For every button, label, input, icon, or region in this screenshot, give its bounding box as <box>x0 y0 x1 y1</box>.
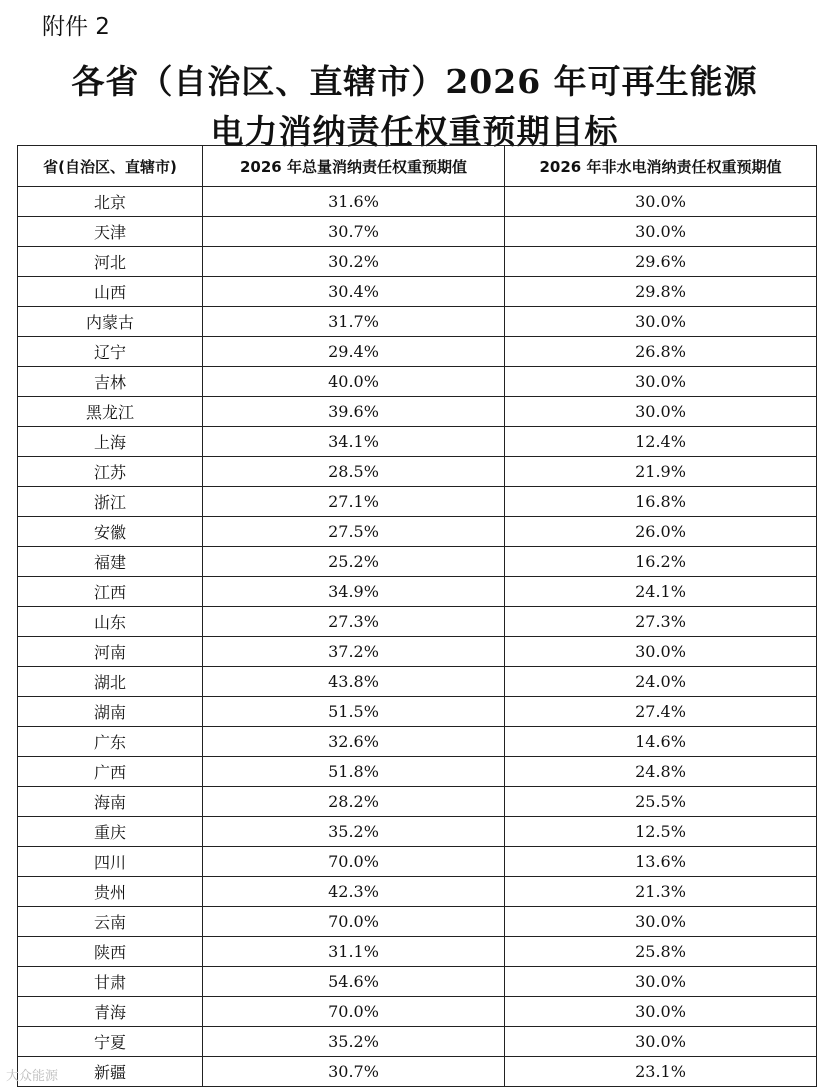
province-cell: 广东 <box>18 727 203 757</box>
total-weight-cell: 42.3% <box>203 877 505 907</box>
table-header-row <box>18 146 817 187</box>
table-row <box>18 757 817 787</box>
province-cell: 海南 <box>18 787 203 817</box>
table-row <box>18 847 817 877</box>
total-weight-cell: 31.6% <box>203 187 505 217</box>
non-hydro-weight-cell: 23.1% <box>505 1057 817 1087</box>
total-weight-cell: 35.2% <box>203 817 505 847</box>
table-row <box>18 337 817 367</box>
table-row <box>18 667 817 697</box>
province-cell: 甘肃 <box>18 967 203 997</box>
total-weight-cell: 51.5% <box>203 697 505 727</box>
non-hydro-weight-cell: 30.0% <box>505 367 817 397</box>
quota-table <box>17 145 817 1087</box>
total-weight-cell: 43.8% <box>203 667 505 697</box>
table-row <box>18 727 817 757</box>
total-weight-cell: 51.8% <box>203 757 505 787</box>
document-title-line-2: 电力消纳责任权重预期目标 <box>210 112 619 151</box>
column-header-non-hydro-weight: 2026 年非水电消纳责任权重预期值 <box>505 146 817 187</box>
total-weight-cell: 31.1% <box>203 937 505 967</box>
attachment-label: 附件 2 <box>42 14 110 40</box>
non-hydro-weight-cell: 12.4% <box>505 427 817 457</box>
non-hydro-weight-cell: 30.0% <box>505 997 817 1027</box>
document-title-line-1: 各省（自治区、直辖市）2026 年可再生能源 <box>71 62 758 101</box>
table-row <box>18 967 817 997</box>
non-hydro-weight-cell: 16.2% <box>505 547 817 577</box>
non-hydro-weight-cell: 30.0% <box>505 217 817 247</box>
province-cell: 湖南 <box>18 697 203 727</box>
non-hydro-weight-cell: 24.0% <box>505 667 817 697</box>
column-header-province: 省(自治区、直辖市) <box>18 146 203 187</box>
table-row <box>18 997 817 1027</box>
table-row <box>18 577 817 607</box>
table-row <box>18 637 817 667</box>
province-cell: 北京 <box>18 187 203 217</box>
province-cell: 吉林 <box>18 367 203 397</box>
non-hydro-weight-cell: 26.0% <box>505 517 817 547</box>
province-cell: 上海 <box>18 427 203 457</box>
province-cell: 辽宁 <box>18 337 203 367</box>
total-weight-cell: 30.7% <box>203 217 505 247</box>
total-weight-cell: 31.7% <box>203 307 505 337</box>
table-row <box>18 1057 817 1087</box>
province-cell: 山东 <box>18 607 203 637</box>
total-weight-cell: 70.0% <box>203 997 505 1027</box>
non-hydro-weight-cell: 14.6% <box>505 727 817 757</box>
non-hydro-weight-cell: 30.0% <box>505 967 817 997</box>
total-weight-cell: 35.2% <box>203 1027 505 1057</box>
table-row <box>18 817 817 847</box>
non-hydro-weight-cell: 30.0% <box>505 307 817 337</box>
non-hydro-weight-cell: 27.3% <box>505 607 817 637</box>
total-weight-cell: 27.1% <box>203 487 505 517</box>
province-cell: 江苏 <box>18 457 203 487</box>
total-weight-cell: 30.7% <box>203 1057 505 1087</box>
non-hydro-weight-cell: 13.6% <box>505 847 817 877</box>
total-weight-cell: 27.5% <box>203 517 505 547</box>
province-cell: 内蒙古 <box>18 307 203 337</box>
table-row <box>18 217 817 247</box>
table-row <box>18 307 817 337</box>
total-weight-cell: 37.2% <box>203 637 505 667</box>
non-hydro-weight-cell: 30.0% <box>505 637 817 667</box>
province-cell: 山西 <box>18 277 203 307</box>
non-hydro-weight-cell: 21.9% <box>505 457 817 487</box>
non-hydro-weight-cell: 30.0% <box>505 187 817 217</box>
table-row <box>18 937 817 967</box>
non-hydro-weight-cell: 24.1% <box>505 577 817 607</box>
province-cell: 广西 <box>18 757 203 787</box>
province-cell: 新疆 <box>18 1057 203 1087</box>
total-weight-cell: 28.5% <box>203 457 505 487</box>
province-cell: 陕西 <box>18 937 203 967</box>
table-row <box>18 247 817 277</box>
province-cell: 江西 <box>18 577 203 607</box>
total-weight-cell: 28.2% <box>203 787 505 817</box>
non-hydro-weight-cell: 29.6% <box>505 247 817 277</box>
province-cell: 青海 <box>18 997 203 1027</box>
non-hydro-weight-cell: 24.8% <box>505 757 817 787</box>
table-row <box>18 907 817 937</box>
table-row <box>18 697 817 727</box>
table-row <box>18 787 817 817</box>
non-hydro-weight-cell: 25.8% <box>505 937 817 967</box>
province-cell: 贵州 <box>18 877 203 907</box>
column-header-total-weight: 2026 年总量消纳责任权重预期值 <box>203 146 505 187</box>
table-row <box>18 1027 817 1057</box>
total-weight-cell: 54.6% <box>203 967 505 997</box>
table-body <box>18 187 817 1087</box>
non-hydro-weight-cell: 21.3% <box>505 877 817 907</box>
province-cell: 宁夏 <box>18 1027 203 1057</box>
table-row <box>18 607 817 637</box>
table-row <box>18 427 817 457</box>
total-weight-cell: 30.2% <box>203 247 505 277</box>
table-row <box>18 367 817 397</box>
province-cell: 黑龙江 <box>18 397 203 427</box>
non-hydro-weight-cell: 12.5% <box>505 817 817 847</box>
table-row <box>18 187 817 217</box>
non-hydro-weight-cell: 25.5% <box>505 787 817 817</box>
total-weight-cell: 70.0% <box>203 847 505 877</box>
total-weight-cell: 25.2% <box>203 547 505 577</box>
non-hydro-weight-cell: 29.8% <box>505 277 817 307</box>
table-row <box>18 277 817 307</box>
table-row <box>18 397 817 427</box>
table-row <box>18 547 817 577</box>
table-row <box>18 457 817 487</box>
province-cell: 云南 <box>18 907 203 937</box>
non-hydro-weight-cell: 16.8% <box>505 487 817 517</box>
province-cell: 河北 <box>18 247 203 277</box>
province-cell: 安徽 <box>18 517 203 547</box>
non-hydro-weight-cell: 30.0% <box>505 397 817 427</box>
total-weight-cell: 39.6% <box>203 397 505 427</box>
total-weight-cell: 27.3% <box>203 607 505 637</box>
total-weight-cell: 32.6% <box>203 727 505 757</box>
province-cell: 重庆 <box>18 817 203 847</box>
non-hydro-weight-cell: 30.0% <box>505 907 817 937</box>
non-hydro-weight-cell: 26.8% <box>505 337 817 367</box>
non-hydro-weight-cell: 27.4% <box>505 697 817 727</box>
total-weight-cell: 70.0% <box>203 907 505 937</box>
non-hydro-weight-cell: 30.0% <box>505 1027 817 1057</box>
province-cell: 湖北 <box>18 667 203 697</box>
province-cell: 天津 <box>18 217 203 247</box>
province-cell: 四川 <box>18 847 203 877</box>
table-row <box>18 487 817 517</box>
total-weight-cell: 34.9% <box>203 577 505 607</box>
total-weight-cell: 29.4% <box>203 337 505 367</box>
total-weight-cell: 34.1% <box>203 427 505 457</box>
watermark: 大众能源 <box>6 1069 59 1084</box>
total-weight-cell: 40.0% <box>203 367 505 397</box>
table-row <box>18 517 817 547</box>
total-weight-cell: 30.4% <box>203 277 505 307</box>
province-cell: 河南 <box>18 637 203 667</box>
table-row <box>18 877 817 907</box>
province-cell: 福建 <box>18 547 203 577</box>
province-cell: 浙江 <box>18 487 203 517</box>
